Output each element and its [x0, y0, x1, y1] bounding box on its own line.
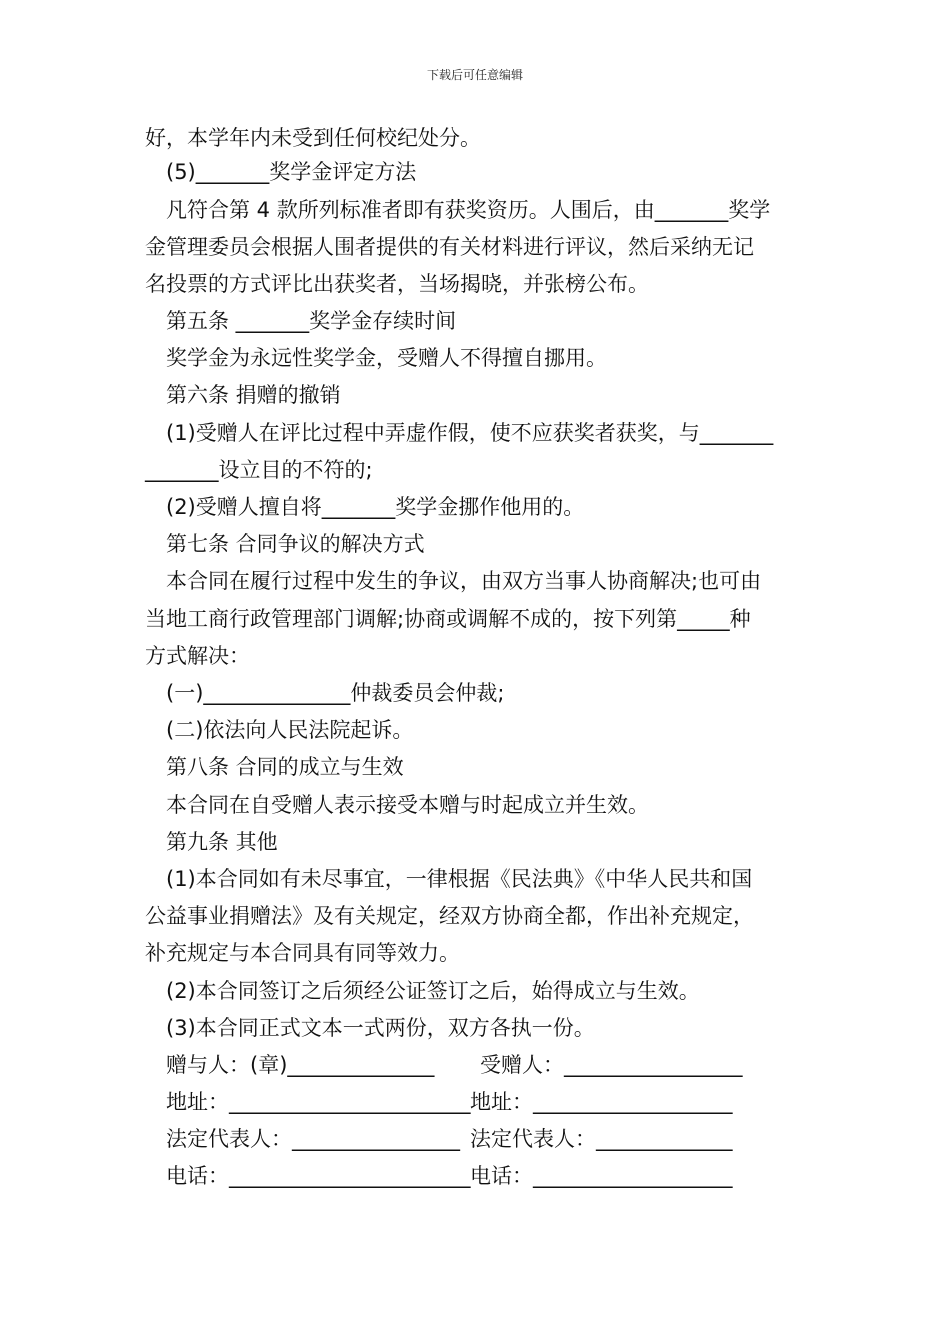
text-line: 第九条 其他 [166, 830, 278, 854]
text-line: 方式解决： [145, 644, 250, 668]
text-line: (2)本合同签订之后须经公证签订之后，始得成立与生效。 [166, 979, 700, 1003]
text-line: 补充规定与本合同具有同等效力。 [145, 941, 460, 965]
text-line: 当地工商行政管理部门调解;协商或调解不成的，按下列第_____种 [145, 607, 751, 631]
text-line: (1)本合同如有未尽事宜，一律根据《民法典》《中华人民共和国 [166, 867, 753, 891]
text-line: 公益事业捐赠法》及有关规定，经双方协商全都，作出补充规定， [145, 904, 754, 928]
signature-right-legal-rep: 法定代表人：_____________ [470, 1127, 733, 1151]
text-line: 第五条 _______奖学金存续时间 [166, 309, 457, 333]
signature-left-address: 地址：_______________________ [166, 1090, 471, 1114]
signature-left-legal-rep: 法定代表人：________________ [166, 1127, 460, 1151]
text-line: 名投票的方式评比出获奖者，当场揭晓，并张榜公布。 [145, 272, 649, 296]
text-line: 金管理委员会根据人围者提供的有关材料进行评议，然后采纳无记 [145, 235, 754, 259]
text-line: (1)受赠人在评比过程中弄虚作假，使不应获奖者获奖，与_______ [166, 421, 774, 445]
text-line: 本合同在履行过程中发生的争议，由双方当事人协商解决;也可由 [166, 569, 762, 593]
text-line: (5)_______奖学金评定方法 [166, 160, 417, 184]
text-line: (一)______________仲裁委员会仲裁; [166, 681, 505, 705]
text-line: 第六条 捐赠的撤销 [166, 383, 341, 407]
signature-right-address: 地址：___________________ [470, 1090, 733, 1114]
text-line: 凡符合第 4 款所列标准者即有获奖资历。人围后，由_______奖学 [166, 198, 771, 222]
text-line: (2)受赠人擅自将_______奖学金挪作他用的。 [166, 495, 585, 519]
text-line: (3)本合同正式文本一式两份，双方各执一份。 [166, 1016, 595, 1040]
page-header-note: 下载后可任意编辑 [426, 68, 523, 82]
text-line: 第八条 合同的成立与生效 [166, 755, 404, 779]
text-line: (二)依法向人民法院起诉。 [166, 718, 414, 742]
text-line: _______设立目的不符的; [145, 458, 373, 482]
signature-right-recipient: 受赠人：_________________ [480, 1053, 743, 1077]
text-line: 好，本学年内未受到任何校纪处分。 [145, 126, 481, 150]
text-line: 第七条 合同争议的解决方式 [166, 532, 425, 556]
text-line: 奖学金为永远性奖学金，受赠人不得擅自挪用。 [166, 346, 607, 370]
signature-right-phone: 电话：___________________ [470, 1164, 733, 1188]
signature-left-donor: 赠与人：(章)______________ [166, 1053, 435, 1077]
signature-left-phone: 电话：_______________________ [166, 1164, 471, 1188]
text-line: 本合同在自受赠人表示接受本赠与时起成立并生效。 [166, 793, 649, 817]
